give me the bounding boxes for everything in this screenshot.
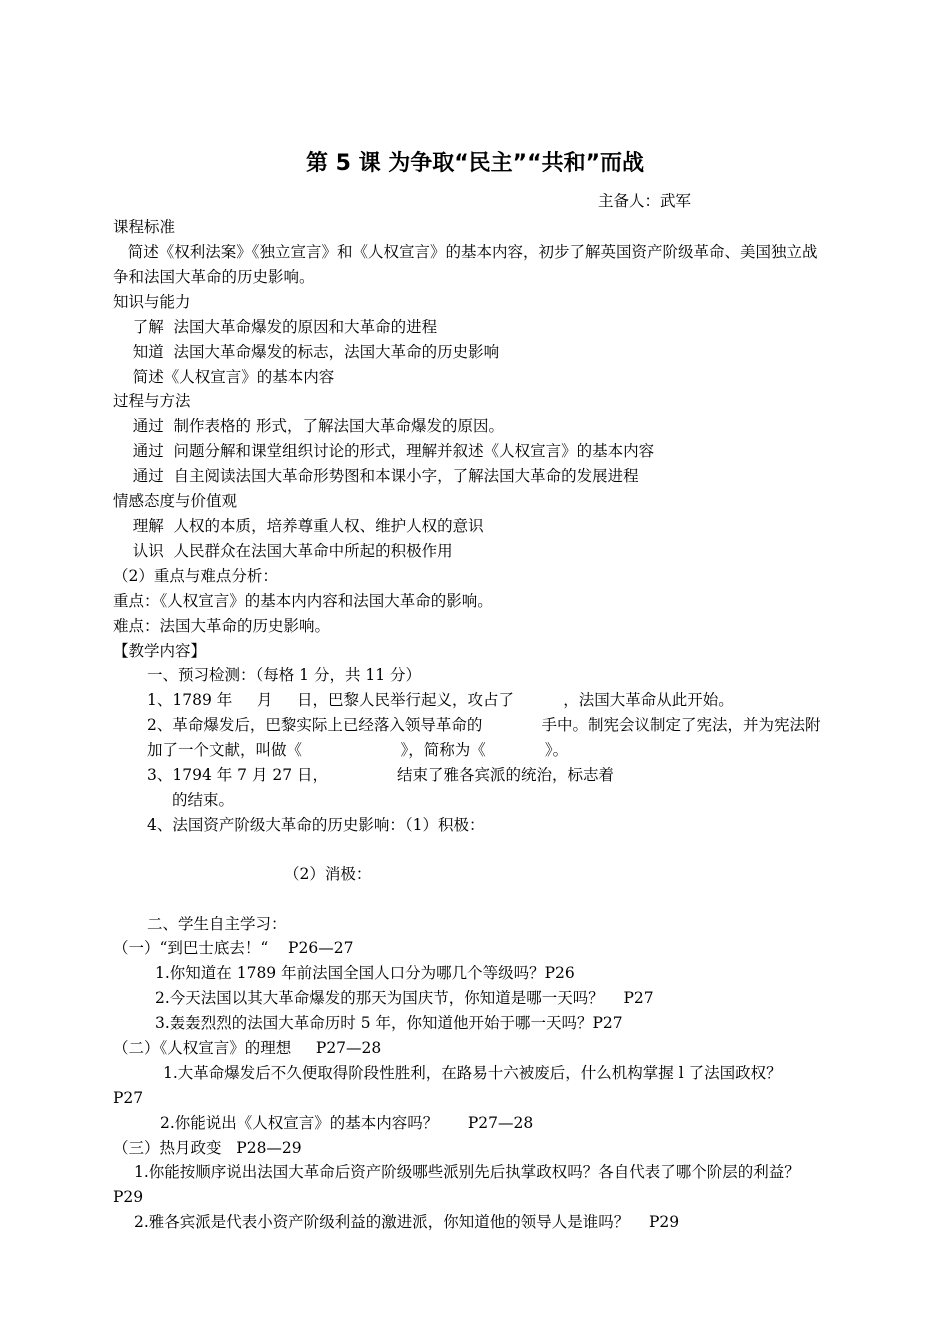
question-line: 2.今天法国以其大革命爆发的那天为国庆节，你知道是哪一天吗？ P27 [155, 989, 654, 1007]
objective-line: 理解 人权的本质，培养尊重人权、维护人权的意识 [113, 517, 484, 535]
key-point-line: 难点：法国大革命的历史影响。 [113, 617, 331, 635]
question-line: P29 [113, 1188, 144, 1206]
subsection-heading: （二）《人权宣言》的理想 P27—28 [113, 1039, 382, 1057]
objective-line: 通过 制作表格的 形式，了解法国大革命爆发的原因。 [113, 417, 504, 435]
paragraph-line: 争和法国大革命的历史影响。 [113, 268, 315, 286]
section-heading: （2）重点与难点分析： [113, 567, 278, 585]
preparer: 主备人：武军 [598, 192, 692, 210]
objective-line: 通过 自主阅读法国大革命形势图和本课小字，了解法国大革命的发展进程 [113, 467, 639, 485]
key-point-line: 重点：《人权宣言》的基本内内容和法国大革命的影响。 [113, 592, 493, 610]
question-line: 1.大革命爆发后不久便取得阶段性胜利，在路易十六被废后，什么机构掌握 l 了法国政权？ [163, 1064, 782, 1082]
lesson-title: 第 5 课 为争取“民主”“共和”而战 [305, 151, 645, 176]
paragraph-line: 简述《权利法案》《独立宣言》和《人权宣言》的基本内容，初步了解英国资产阶级革命、美国独立战 [113, 243, 818, 261]
section-heading: 课程标准 [113, 218, 176, 236]
section-heading: 情感态度与价值观 [113, 492, 238, 510]
section-heading: 【教学内容】 [113, 642, 207, 660]
subsection-heading: 一、预习检测：（每格 1 分，共 11 分） [147, 666, 422, 684]
objective-line: 知道 法国大革命爆发的标志，法国大革命的历史影响 [113, 343, 500, 361]
subsection-heading: （一）“到巴士底去！“ P26—27 [113, 939, 354, 957]
question-line: P27 [113, 1089, 144, 1107]
question-line: 1、1789 年 月 日，巴黎人民举行起义，攻占了 ，法国大革命从此开始。 [147, 691, 734, 709]
question-line: 加了一个文献，叫做《 》，简称为《 》。 [147, 741, 569, 759]
objective-line: 认识 人民群众在法国大革命中所起的积极作用 [113, 542, 453, 560]
objective-line: 通过 问题分解和课堂组织讨论的形式，理解并叙述《人权宣言》的基本内容 [113, 442, 655, 460]
question-line: 4、法国资产阶级大革命的历史影响：（1）积极： [147, 816, 485, 834]
section-heading: 过程与方法 [113, 392, 191, 410]
question-line: （2）消极： [284, 865, 372, 883]
question-line: 1.你能按顺序说出法国大革命后资产阶级哪些派别先后执掌政权吗？各自代表了哪个阶层的利益？ [134, 1163, 800, 1181]
objective-line: 简述《人权宣言》的基本内容 [113, 368, 335, 386]
question-line: 2.雅各宾派是代表小资产阶级利益的激进派，你知道他的领导人是谁吗？ P29 [134, 1213, 680, 1231]
objective-line: 了解 法国大革命爆发的原因和大革命的进程 [113, 318, 438, 336]
question-line: 的结束。 [172, 791, 235, 809]
question-line: 2、革命爆发后，巴黎实际上已经落入领导革命的 手中。制宪会议制定了宪法，并为宪法附 [147, 716, 821, 734]
question-line: 3、1794 年 7 月 27 日， 结束了雅各宾派的统治，标志着 [147, 766, 615, 784]
section-heading: 知识与能力 [113, 293, 191, 311]
question-line: 1.你知道在 1789 年前法国全国人口分为哪几个等级吗？P26 [155, 964, 575, 982]
question-line: 2.你能说出《人权宣言》的基本内容吗？ P27—28 [160, 1114, 534, 1132]
question-line: 3.轰轰烈烈的法国大革命历时 5 年，你知道他开始于哪一天吗？P27 [155, 1014, 623, 1032]
subsection-heading: 二、学生自主学习： [147, 915, 287, 933]
subsection-heading: （三）热月政变 P28—29 [113, 1139, 302, 1157]
